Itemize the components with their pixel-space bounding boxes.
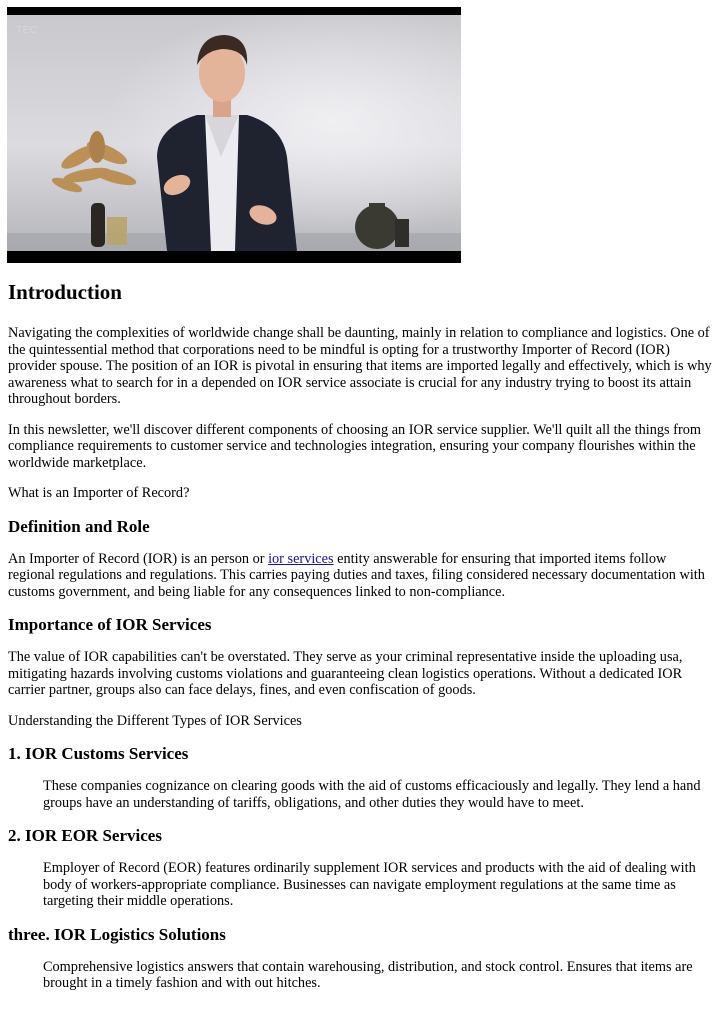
heading-eor-services: 2. IOR EOR Services xyxy=(8,826,162,845)
types-line: Understanding the Different Types of IOR Services xyxy=(8,712,302,729)
intro-paragraph-2: In this newsletter, we'll discover different components of choosing an IOR service supplier. We'll quilt all the things from compliance requirements to customer service and technologies integration, ensuring your company flourishes within the worldwide marketplace. xyxy=(8,421,701,471)
video-player[interactable] xyxy=(7,7,461,263)
definition-text-end: entity answerable for ensuring that imported items follow regional regulations and regulations. This carries paying duties and taxes, filing considered necessary documentation with customs government, and being liable for any consequences linked to non-compliance. xyxy=(8,550,705,600)
what-is-ior-line: What is an Importer of Record? xyxy=(8,485,190,501)
heading-importance: Importance of IOR Services xyxy=(8,615,212,634)
video-frame xyxy=(7,7,461,263)
logistics-paragraph: Comprehensive logistics answers that contain warehousing, distribution, and stock control. Ensures that items are brought in a timely fashion and with out hitches. xyxy=(43,958,693,991)
heading-introduction: Introduction xyxy=(8,280,122,304)
intro-paragraph-1: Navigating the complexities of worldwide change shall be daunting, mainly in relation to compliance and logistics. One of the quintessential method that corporations need to be mindful is opting for a trustworthy Importer of Record (IOR) provider spouse. The position of an IOR is pivotal in ensuring that items are imported legally and effectively, which is why awareness what to search for in a depended on IOR service associate is crucial for any industry trying to boost its attain throughout borders. xyxy=(8,325,712,407)
heading-customs-services: 1. IOR Customs Services xyxy=(8,744,189,763)
channel-watermark: TEC xyxy=(16,25,38,36)
definition-text-start: An Importer of Record (IOR) is an person or xyxy=(8,550,269,567)
eor-services-paragraph: Employer of Record (EOR) features ordinarily supplement IOR services and products with the aid of dealing with body of workers-appropriate compliance. Businesses can navigate employment regulations at the same time as targeting their middle operations. xyxy=(43,860,696,909)
ior-services-link[interactable]: ior services xyxy=(268,550,334,567)
definition-paragraph xyxy=(8,551,714,601)
vase-illustration xyxy=(91,203,105,247)
customs-services-paragraph: These companies cognizance on clearing goods with the aid of customs efficaciously and legally. They lend a hand groups have an understanding of tariffs, obligations, and other duties they would have to meet. xyxy=(43,778,701,811)
heading-definition-and-role: Definition and Role xyxy=(8,516,150,536)
article-body xyxy=(8,278,714,1006)
heading-logistics-solutions: three. IOR Logistics Solutions xyxy=(8,924,226,944)
importance-paragraph: The value of IOR capabilities can't be overstated. They serve as your criminal representative inside the uploading usa, mitigating hazards involving customs violations and guaranteeing clean logistics operations. Without a dedicated IOR carrier partner, groups also can face delays, fines, and even confiscation of goods. xyxy=(8,649,683,698)
